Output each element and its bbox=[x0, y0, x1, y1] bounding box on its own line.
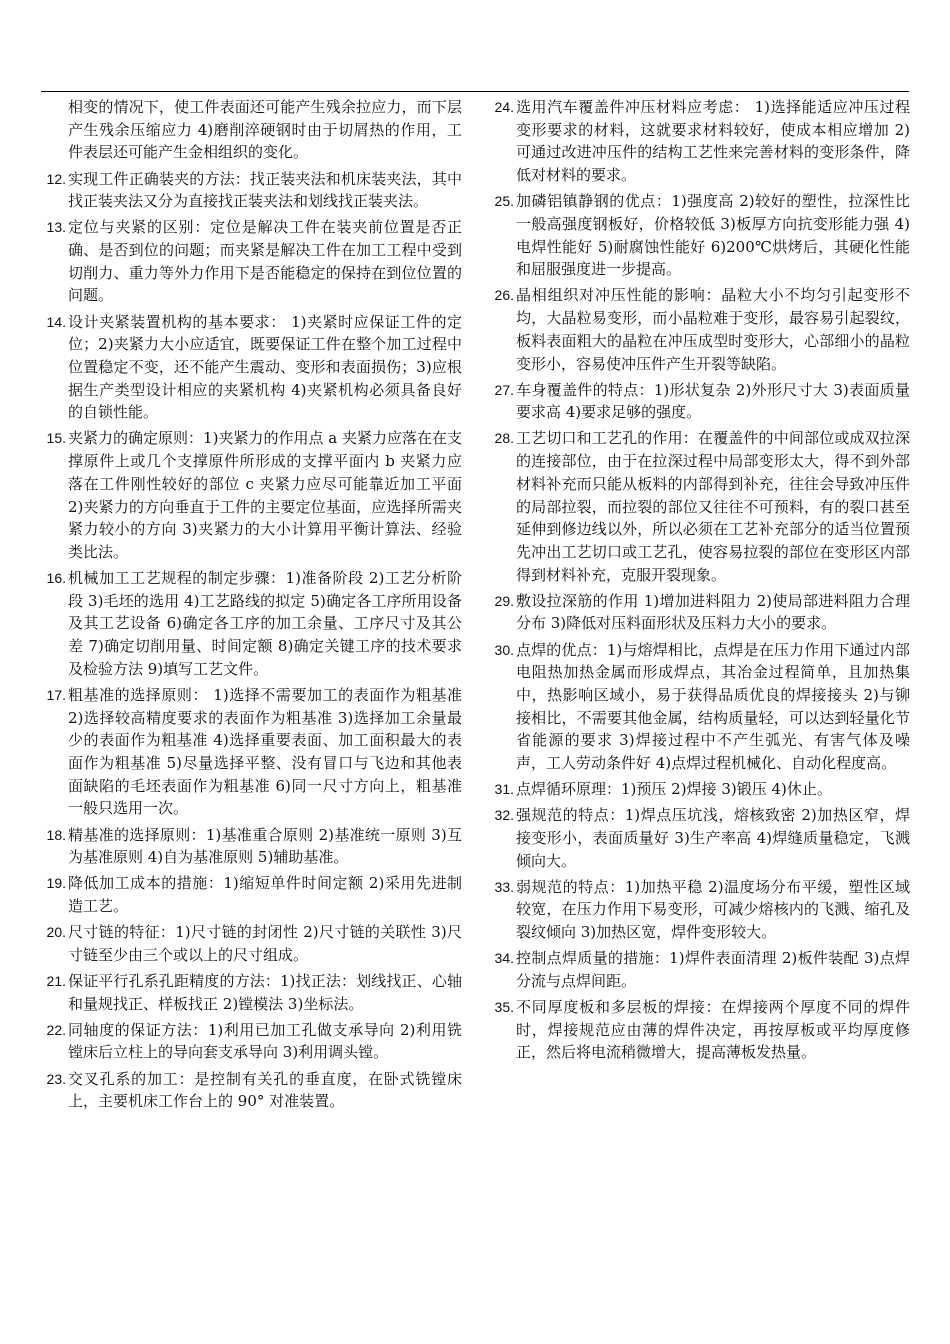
item-number: 29. bbox=[494, 592, 514, 609]
item-number: 32. bbox=[494, 807, 514, 824]
list-item bbox=[42, 168, 462, 213]
item-text: 尺寸链的特征：1)尺寸链的封闭性 2)尺寸链的关联性 3)尺寸链至少由三个或以上的尺寸组成。 bbox=[68, 923, 462, 964]
item-text: 工艺切口和工艺孔的作用：在覆盖件的中间部位或成双拉深的连接部位，由于在拉深过程中局部变形太大，得不到外部材料补充而只能从板料的内部得到补充，往往会导致冲压件的局部拉裂，而拉裂的部位又往往不可预料，有的裂口甚至延伸到修边线以外，所以必须在工艺补充部分的适当位置预先冲出工艺切口或工艺孔，使容易拉裂的部位在变形区内部得到材料补充，克服开裂现象。 bbox=[516, 429, 910, 584]
item-number: 13. bbox=[46, 219, 66, 236]
list-item bbox=[490, 284, 910, 375]
item-text: 机械加工工艺规程的制定步骤：1)准备阶段 2)工艺分析阶段 3)毛坯的选用 4)工艺路线的拟定 5)确定各工序所用设备及其工艺设备 6)确定各工序的加工余量、工序尺寸及其公差 7)确定切削用量、时间定额 8)确定关键工序的技术要求及检验方法 9)填写工艺文件。 bbox=[68, 569, 462, 678]
header-rule bbox=[41, 91, 909, 92]
item-number: 30. bbox=[494, 641, 514, 658]
item-number: 23. bbox=[46, 1070, 66, 1087]
item-number: 22. bbox=[46, 1021, 66, 1038]
list-item bbox=[490, 947, 910, 992]
list-item bbox=[42, 427, 462, 563]
list-item bbox=[42, 311, 462, 425]
list-item bbox=[42, 684, 462, 820]
item-number: 26. bbox=[494, 287, 514, 304]
list-item bbox=[42, 921, 462, 966]
item-text: 实现工件正确装夹的方法：找正装夹法和机床装夹法，其中找正装夹法又分为直接找正装夹法和划线找正装夹法。 bbox=[68, 169, 462, 211]
item-text: 同轴度的保证方法：1)利用已加工孔做支承导向 2)利用铣镗床后立柱上的导向套支承导向 3)利用调头镗。 bbox=[68, 1020, 462, 1062]
item-text: 加磷铝镇静钢的优点：1)强度高 2)较好的塑性，拉深性比一般高强度钢板好，价格较低 3)板厚方向抗变形能力强 4)电焊性能好 5)耐腐蚀性能好 6)200℃烘烤后，其硬化性能和屈服强度进一步提高。 bbox=[516, 192, 910, 279]
item-text: 设计夹紧装置机构的基本要求： 1)夹紧时应保证工件的定位；2)夹紧力大小应适宜，既要保证工件在整个加工过程中位置稳定不变，还不能产生震动、变形和表面损伤；3)应根据生产类型设计相应的夹紧机构 4)夹紧机构必须具备良好的自锁性能。 bbox=[68, 312, 462, 422]
item-number: 17. bbox=[46, 686, 66, 703]
list-item bbox=[42, 1019, 462, 1064]
item-text: 弱规范的特点：1)加热平稳 2)温度场分布平缓，塑性区域较宽，在压力作用下易变形，可减少熔核内的飞溅、缩孔及裂纹倾向 3)加热区宽，焊件变形较大。 bbox=[516, 877, 910, 942]
item-text: 定位与夹紧的区别：定位是解决工件在装夹前位置是否正确、是否到位的问题；而夹紧是解决工件在加工工程中受到切削力、重力等外力作用下是否能稳定的保持在到位位置的问题。 bbox=[68, 218, 462, 305]
list-item bbox=[490, 590, 910, 635]
item-text: 交叉孔系的加工：是控制有关孔的垂直度，在卧式铣镗床上，主要机床工作台上的 90° 对准装置。 bbox=[68, 1069, 462, 1111]
item-number: 20. bbox=[46, 924, 66, 941]
list-item bbox=[42, 1068, 462, 1113]
item-number: 28. bbox=[494, 430, 514, 447]
item-text: 选用汽车覆盖件冲压材料应考虑： 1)选择能适应冲压过程变形要求的材料，这就要求材料较好，使成本相应增加 2)可通过改进冲压件的结构工艺性来完善材料的变形条件，降低对材料的要求。 bbox=[516, 98, 910, 185]
list-item bbox=[490, 996, 910, 1064]
item-text: 精基准的选择原则：1)基准重合原则 2)基准统一原则 3)互为基准原则 4)自为基准原则 5)辅助基准。 bbox=[68, 825, 462, 867]
item-number: 14. bbox=[46, 313, 66, 330]
item-text: 保证平行孔系孔距精度的方法：1)找正法：划线找正、心轴和量规找正、样板找正 2)镗模法 3)坐标法。 bbox=[68, 971, 462, 1013]
item-text: 降低加工成本的措施：1)缩短单件时间定额 2)采用先进制造工艺。 bbox=[68, 874, 462, 916]
item-number: 33. bbox=[494, 878, 514, 895]
item-text: 点焊的优点：1)与熔焊相比，点焊是在压力作用下通过内部电阻热加热金属而形成焊点，其冶金过程简单，且加热集中，热影响区域小，易于获得品质优良的焊接接头 2)与铆接相比，不需要其他金属，结构质量轻，可以达到轻量化节省能源的要求 3)焊接过程中不产生弧光、有害气体及噪声，工人劳动条件好 4)点焊过程机械化、自动化程度高。 bbox=[516, 640, 910, 773]
item-text: 粗基准的选择原则： 1)选择不需要加工的表面作为粗基准 2)选择较高精度要求的表面作为粗基准 3)选择加工余量最少的表面作为粗基准 4)选择重要表面、加工面积最大的表面作为粗基准 5)尽量选择平整、没有冒口与飞边和其他表面缺陷的毛坯表面作为粗基准 6)同一尺寸方向上，粗基准一般只选用一次。 bbox=[68, 685, 462, 818]
item-text: 夹紧力的确定原则：1)夹紧力的作用点 a 夹紧力应落在在支撑原件上或几个支撑原件所形成的支撑平面内 b 夹紧力应落在工件刚性较好的部位 c 夹紧力应尽可能靠近加工平面 2)夹紧力的方向垂直于工件的主要定位基面，应选择所需夹紧力较小的方向 3)夹紧力的大小计算用平衡计算法、经验类比法。 bbox=[68, 429, 462, 561]
item-text: 控制点焊质量的措施：1)焊件表面清理 2)板件装配 3)点焊分流与点焊间距。 bbox=[516, 949, 910, 990]
list-item bbox=[42, 567, 462, 681]
list-item bbox=[42, 96, 462, 164]
list-item bbox=[42, 970, 462, 1015]
left-column bbox=[42, 96, 462, 1116]
list-item bbox=[490, 379, 910, 424]
list-item bbox=[490, 876, 910, 944]
item-number: 25. bbox=[494, 193, 514, 210]
item-text: 相变的情况下，使工件表面还可能产生残余拉应力，而下层产生残余压缩应力 4)磨削淬硬钢时由于切屑热的作用，工件表层还可能产生金相组织的变化。 bbox=[68, 98, 462, 162]
list-item bbox=[490, 778, 910, 801]
list-item bbox=[42, 824, 462, 869]
item-number: 15. bbox=[46, 430, 66, 447]
list-item bbox=[42, 216, 462, 307]
item-text: 强规范的特点：1)焊点压坑浅，熔核致密 2)加热区窄，焊接变形小，表面质量好 3)生产率高 4)焊缝质量稳定，飞溅倾向大。 bbox=[516, 806, 910, 870]
item-number: 19. bbox=[46, 875, 66, 892]
item-text: 晶相组织对冲压性能的影响：晶粒大小不均匀引起变形不均，大晶粒易变形，而小晶粒难于变形，最容易引起裂纹，板料表面粗大的晶粒在冲压成型时变形大，心部细小的晶粒变形小，容易使冲压件产生开裂等缺陷。 bbox=[516, 286, 910, 373]
item-text: 敷设拉深筋的作用 1)增加进料阻力 2)使局部进料阻力合理分布 3)降低对压料面形状及压料力大小的要求。 bbox=[516, 591, 910, 633]
item-number: 31. bbox=[494, 781, 514, 798]
item-number: 24. bbox=[494, 99, 514, 115]
right-column bbox=[490, 96, 910, 1068]
item-text: 车身覆盖件的特点：1)形状复杂 2)外形尺寸大 3)表面质量要求高 4)要求足够的强度。 bbox=[516, 380, 910, 422]
item-text: 点焊循环原理：1)预压 2)焊接 3)锻压 4)休止。 bbox=[516, 780, 832, 799]
list-item bbox=[490, 190, 910, 281]
list-item bbox=[490, 96, 910, 187]
item-number: 35. bbox=[494, 999, 514, 1016]
item-number: 18. bbox=[46, 826, 66, 843]
list-item bbox=[490, 639, 910, 775]
item-number: 16. bbox=[46, 570, 66, 587]
item-number: 12. bbox=[46, 170, 66, 187]
item-number: 34. bbox=[494, 950, 514, 967]
list-item bbox=[490, 804, 910, 872]
item-number: 27. bbox=[494, 381, 514, 398]
list-item bbox=[490, 427, 910, 586]
item-text: 不同厚度板和多层板的焊接：在焊接两个厚度不同的焊件时，焊接规范应由薄的焊件决定，再按厚板或平均厚度修正，然后将电流稍微增大，提高薄板发热量。 bbox=[516, 998, 910, 1062]
list-item bbox=[42, 872, 462, 917]
item-number: 21. bbox=[46, 972, 66, 989]
